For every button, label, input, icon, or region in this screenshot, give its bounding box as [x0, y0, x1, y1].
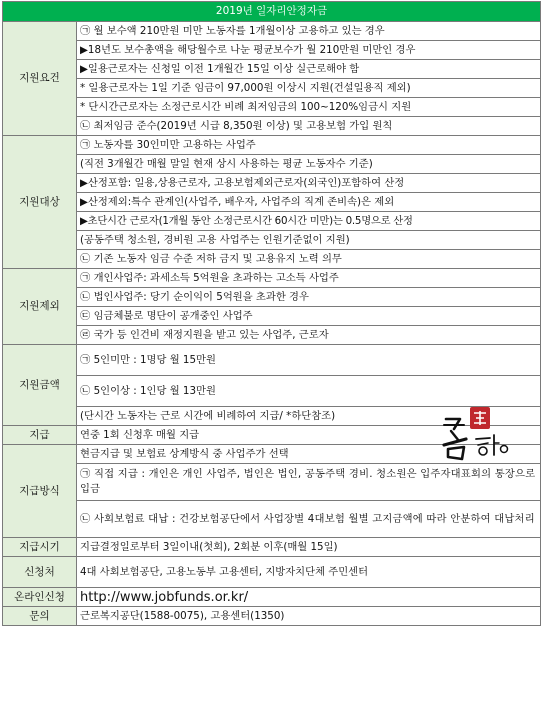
method-line-3: ㉡ 사회보험료 대납 : 건강보험공단에서 사업장별 4대보험 월별 고지금액에 따라 안분하여 대납처리	[77, 501, 541, 538]
info-table	[2, 1, 541, 626]
category-payment: 지급	[3, 426, 77, 445]
target-line-5: ▶초단시간 근로자(1개월 동안 소정근로시간 60시간 미만)는 0.5명으로 산정	[77, 212, 541, 231]
category-requirements: 지원요건	[3, 22, 77, 136]
category-contact: 문의	[3, 607, 77, 626]
category-exclusion: 지원제외	[3, 269, 77, 345]
document	[2, 1, 540, 626]
target-line-3: ▶산정포함: 일용,상용근로자, 고용보험제외근로자(외국인)포함하여 산정	[77, 174, 541, 193]
target-line-4: ▶산정제외:특수 관계인(사업주, 배우자, 사업주의 직계 존비속)은 제외	[77, 193, 541, 212]
category-amount: 지원금액	[3, 345, 77, 426]
requirements-line-5: * 단시간근로자는 소정근로시간 비례 최저임금의 100~120%임금시 지원	[77, 98, 541, 117]
target-line-2: (직전 3개월간 매월 말일 현재 상시 사용하는 평균 노동자수 기준)	[77, 155, 541, 174]
target-line-1: ㉠ 노동자를 30인미만 고용하는 사업주	[77, 136, 541, 155]
target-line-7: ㉡ 기존 노동자 임금 수준 저하 금지 및 고용유지 노력 의무	[77, 250, 541, 269]
exclusion-line-3: ㉢ 임금체불로 명단이 공개중인 사업주	[77, 307, 541, 326]
requirements-line-2: ▶18년도 보수총액을 해당월수로 나눈 평균보수가 월 210만원 미만인 경우	[77, 41, 541, 60]
requirements-line-4: * 일용근로자는 1일 기준 임금이 97,000원 이상시 지원(건설일용직 제외)	[77, 79, 541, 98]
target-line-6: (공동주택 청소원, 경비원 고용 사업주는 인원기준없이 지원)	[77, 231, 541, 250]
exclusion-line-4: ㉣ 국가 등 인건비 재정지원을 받고 있는 사업주, 근로자	[77, 326, 541, 345]
calligraphy-logo	[438, 405, 514, 463]
exclusion-line-2: ㉡ 법인사업주: 당기 순이익이 5억원을 초과한 경우	[77, 288, 541, 307]
category-target: 지원대상	[3, 136, 77, 269]
payment-line-1: 연중 1회 신청후 매월 지급	[77, 426, 541, 445]
requirements-line-1: ㉠ 월 보수액 210만원 미만 노동자를 1개월이상 고용하고 있는 경우	[77, 22, 541, 41]
apply-line-1: 4대 사회보험공단, 고용노동부 고용센터, 지방자치단체 주민센터	[77, 557, 541, 588]
category-apply: 신청처	[3, 557, 77, 588]
method-line-1: 현금지급 및 보험료 상계방식 중 사업주가 선택	[77, 445, 541, 464]
requirements-line-3: ▶일용근로자는 신청일 이전 1개월간 15일 이상 실근로해야 함	[77, 60, 541, 79]
exclusion-line-1: ㉠ 개인사업주: 과세소득 5억원을 초과하는 고소득 사업주	[77, 269, 541, 288]
amount-line-3: (단시간 노동자는 근로 시간에 비례하여 지급/ *하단참조)	[77, 407, 541, 426]
page-title: 2019년 일자리안정자금	[3, 2, 541, 22]
requirements-line-6: ㉡ 최저임금 준수(2019년 시급 8,350원 이상) 및 고용보험 가입 원칙	[77, 117, 541, 136]
timing-line-1: 지급결정일로부터 3일이내(첫회), 2회분 이후(매월 15일)	[77, 538, 541, 557]
category-timing: 지급시기	[3, 538, 77, 557]
method-line-2: ㉠ 직접 지급 : 개인은 개인 사업주, 법인은 법인, 공동주택 경비. 청소원은 입주자대표회의 통장으로 입금	[77, 464, 541, 501]
amount-line-1: ㉠ 5인미만 : 1명당 월 15만원	[77, 345, 541, 376]
contact-line-1: 근로복지공단(1588-0075), 고용센터(1350)	[77, 607, 541, 626]
online-url[interactable]: http://www.jobfunds.or.kr/	[77, 588, 541, 607]
title-row	[3, 2, 541, 22]
category-online: 온라인신청	[3, 588, 77, 607]
amount-line-2: ㉡ 5인이상 : 1인당 월 13만원	[77, 376, 541, 407]
category-method: 지급방식	[3, 445, 77, 538]
